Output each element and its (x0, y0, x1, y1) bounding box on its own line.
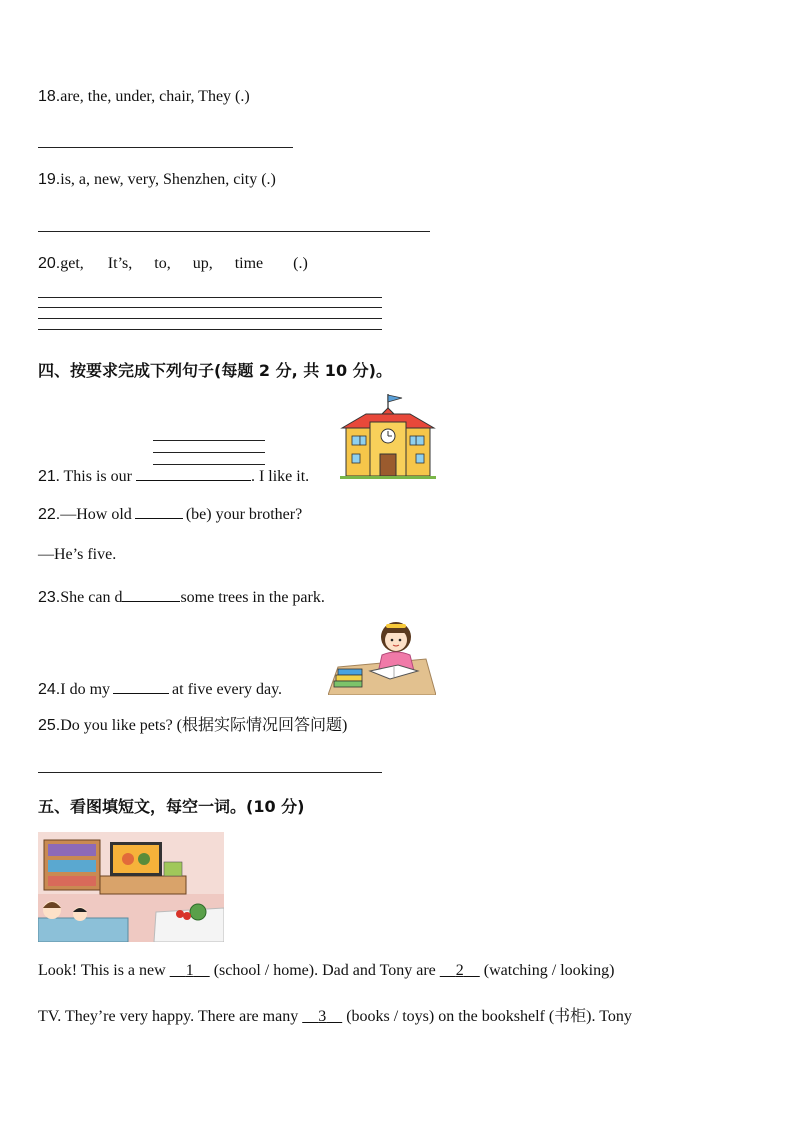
question-text: are, the, under, chair, They (.) (60, 88, 250, 105)
question-21 (38, 466, 309, 486)
question-20 (38, 255, 308, 273)
passage-text: (school / home). Dad and Tony are (209, 962, 440, 979)
answer-line[interactable] (38, 297, 382, 298)
question-23 (38, 587, 325, 607)
passage-text: (watching / looking) (479, 962, 615, 979)
question-24 (38, 679, 282, 699)
question-text-after: (be) your brother? (185, 506, 303, 523)
answer-blank[interactable] (136, 466, 251, 481)
question-19 (38, 171, 276, 189)
answer-blank[interactable] (122, 587, 180, 602)
blank-3-number: 3 (318, 1008, 327, 1025)
school-building-icon (340, 392, 436, 480)
handwriting-line (153, 452, 265, 453)
passage-line-1 (38, 962, 614, 980)
question-text-before: . This is our (55, 468, 132, 485)
answer-line[interactable] (38, 329, 382, 330)
blank-2[interactable] (440, 962, 480, 979)
question-text: Do you like pets? (根据实际情况回答问题) (60, 717, 348, 734)
word: It’s, (107, 255, 133, 272)
section-4-title: 四、按要求完成下列句子(每题 2 分, 共 10 分)。 (38, 361, 392, 380)
word: time (234, 255, 264, 272)
question-text-after: . I like it. (250, 468, 310, 485)
living-room-scene-icon (38, 832, 224, 942)
blank-1[interactable] (170, 962, 210, 979)
question-number: 25. (38, 717, 61, 734)
question-text-before: I do my (60, 681, 111, 698)
answer-blank[interactable] (113, 679, 169, 694)
question-number: 24. (38, 681, 61, 698)
question-text: is, a, new, very, Shenzhen, city (.) (60, 171, 276, 188)
girl-doing-homework-icon (328, 615, 436, 695)
answer-line[interactable] (38, 772, 382, 773)
answer-blank[interactable] (135, 504, 183, 519)
word: get, (60, 255, 84, 272)
word: to, (154, 255, 171, 272)
word: up, (192, 255, 213, 272)
question-25 (38, 712, 347, 735)
handwriting-line (153, 464, 265, 465)
answer-line[interactable] (38, 318, 382, 319)
passage-line-2 (38, 1003, 632, 1026)
question-22 (38, 504, 302, 524)
question-text-after: some trees in the park. (180, 589, 325, 606)
blank-1-number: 1 (185, 962, 194, 979)
answer-line[interactable] (38, 307, 382, 308)
question-number: 21 (38, 468, 56, 485)
question-22-answer: —He’s five. (38, 546, 117, 563)
blank-3[interactable] (302, 1008, 342, 1025)
question-text-before: —How old (60, 506, 132, 523)
question-number: 18. (38, 88, 61, 105)
question-text-after: at five every day. (172, 681, 283, 698)
answer-line[interactable] (38, 147, 293, 148)
handwriting-line (153, 440, 265, 441)
passage-text: Look! This is a new (38, 962, 170, 979)
word: (.) (293, 255, 308, 272)
question-number: 20. (38, 255, 61, 272)
question-number: 22. (38, 506, 61, 523)
question-number: 19. (38, 171, 61, 188)
question-number: 23. (38, 589, 61, 606)
passage-text: (books / toys) on the bookshelf (书柜). Tony (342, 1008, 632, 1025)
question-18 (38, 88, 250, 106)
passage-text: TV. They’re very happy. There are many (38, 1008, 303, 1025)
section-5-title: 五、看图填短文，每空一词。(10 分) (38, 797, 305, 816)
question-text-before: She can d (60, 589, 123, 606)
answer-line[interactable] (38, 231, 430, 232)
blank-2-number: 2 (455, 962, 464, 979)
